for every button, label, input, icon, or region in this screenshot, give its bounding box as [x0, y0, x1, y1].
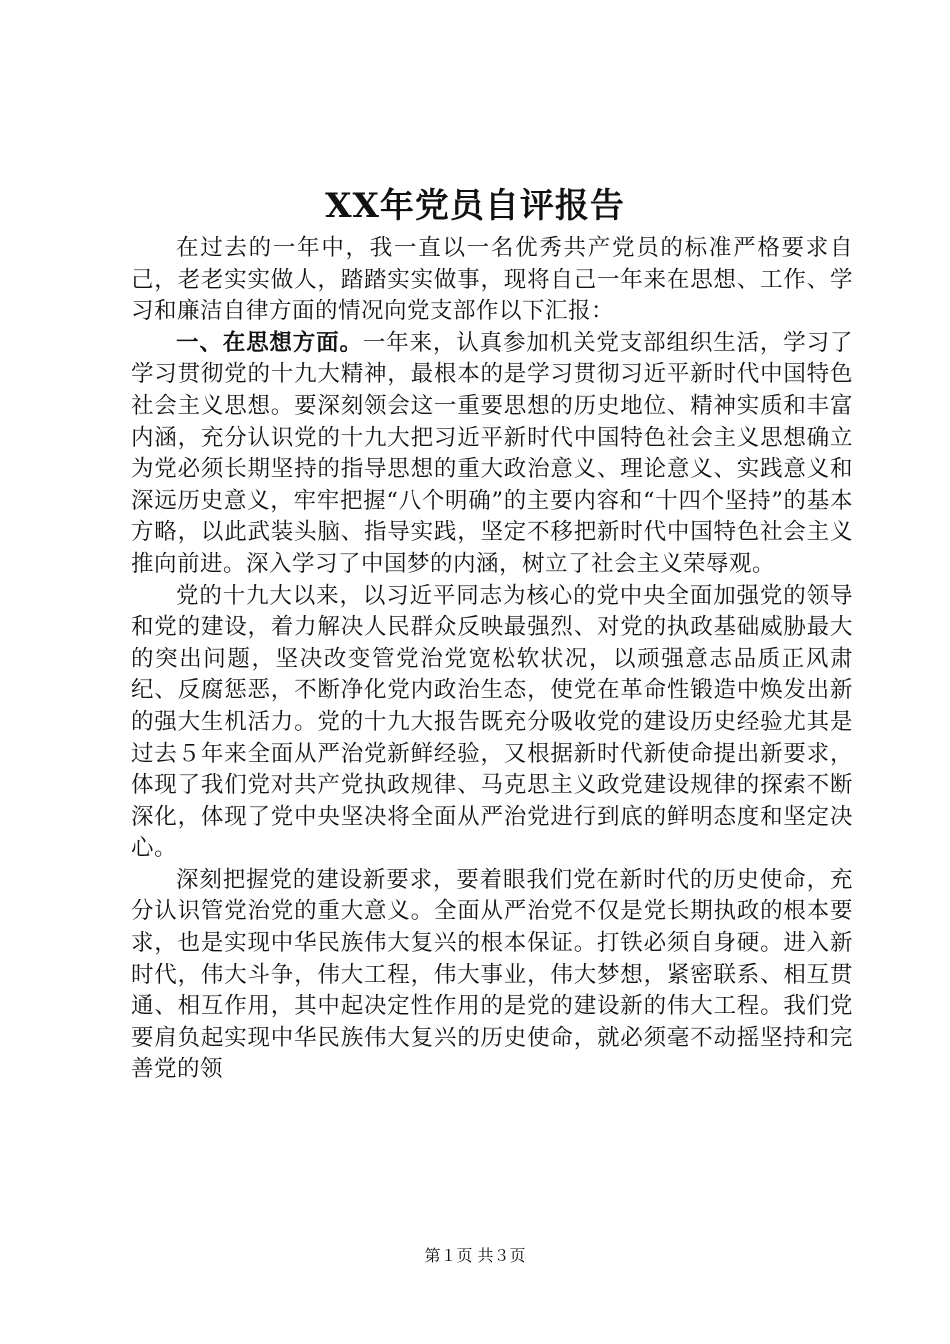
section-heading: 一、在思想方面。	[176, 329, 363, 356]
body-paragraph-3: 深刻把握党的建设新要求，要着眼我们党在新时代的历史使命，充分认识管党治党的重大意义。全面从严治党不仅是党长期执政的根本要求，也是实现中华民族伟大复兴的根本保证。打铁必须自身硬。进入新时代，伟大斗争，伟大工程，伟大事业，伟大梦想，紧密联系、相互贯通、相互作用，其中起决定性作用的是党的建设新的伟大工程。我们党要肩负起实现中华民族伟大复兴的历史使命，就必须毫不动摇坚持和完善党的领	[131, 866, 853, 1083]
page-number-footer: 第１页 共３页	[424, 1246, 526, 1265]
intro-paragraph: 在过去的一年中，我一直以一名优秀共产党员的标准严格要求自己，老老实实做人，踏踏实实做事，现将自己一年来在思想、工作、学习和廉洁自律方面的情况向党支部作以下汇报：	[131, 235, 853, 325]
document-body	[131, 233, 853, 1086]
document-title: XX年党员自评报告	[325, 186, 625, 226]
section-text: 一年来，认真参加机关党支部组织生活，学习了学习贯彻党的十九大精神，最根本的是学习贯彻习近平新时代中国特色社会主义思想。要深刻领会这一重要思想的历史地位、精神实质和丰富内涵，充分认识党的十九大把习近平新时代中国特色社会主义思想确立为党必须长期坚持的指导思想的重大政治意义、理论意义、实践意义和深远历史意义，牢牢把握“八个明确”的主要内容和“十四个坚持”的基本方略，以此武装头脑、指导实践，坚定不移把新时代中国特色社会主义推向前进。深入学习了中国梦的内涵，树立了社会主义荣辱观。	[131, 329, 853, 577]
section-paragraph	[131, 328, 853, 581]
body-paragraph-2: 党的十九大以来，以习近平同志为核心的党中央全面加强党的领导和党的建设，着力解决人民群众反映最强烈、对党的执政基础威胁最大的突出问题，坚决改变管党治党宽松软状况，以顽强意志品质正风肃纪、反腐惩恶，不断净化党内政治生态，使党在革命性锻造中焕发出新的强大生机活力。党的十九大报告既充分吸收党的建设历史经验尤其是过去５年来全面从严治党新鲜经验，又根据新时代新使命提出新要求，体现了我们党对共产党执政规律、马克思主义政党建设规律的探索不断深化，体现了党中央坚决将全面从严治党进行到底的鲜明态度和坚定决心。	[131, 582, 853, 862]
